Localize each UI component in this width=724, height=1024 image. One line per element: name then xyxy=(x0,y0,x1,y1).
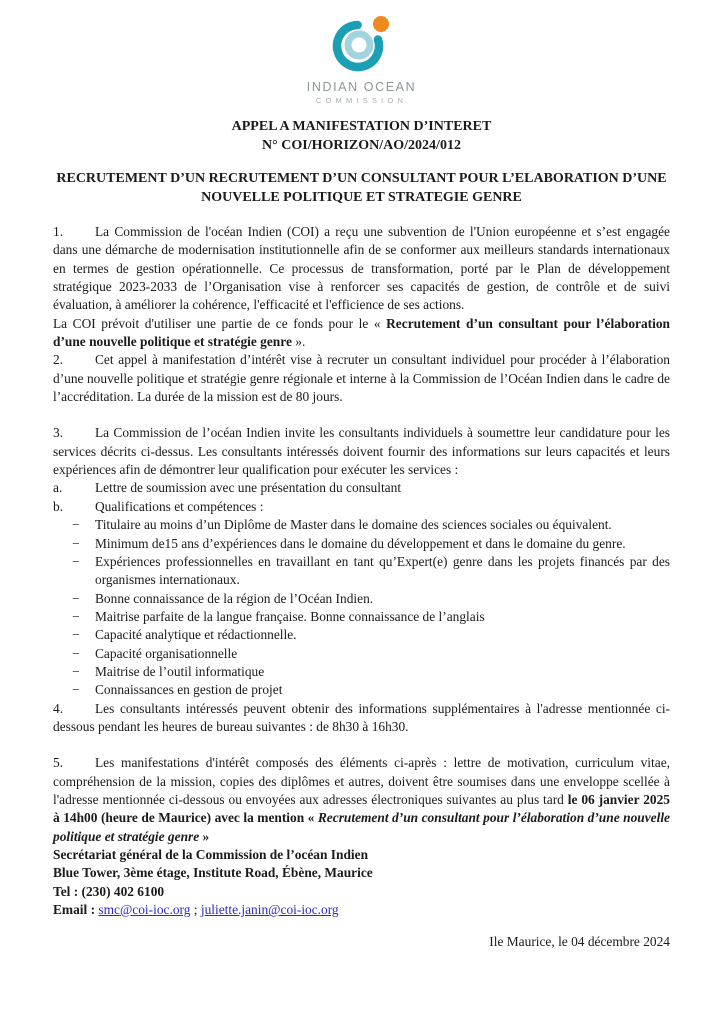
document-reference: N° COI/HORIZON/AO/2024/012 xyxy=(262,138,461,153)
paragraph-4-text xyxy=(53,701,670,734)
bullet-item xyxy=(53,663,670,681)
paragraph-5-number: 5. xyxy=(53,755,64,771)
organization-logo xyxy=(53,14,670,105)
bullet-item xyxy=(53,681,670,699)
paragraph-2-number: 2. xyxy=(53,352,64,368)
contact-secretariat-line xyxy=(53,846,670,864)
contact-email-line xyxy=(53,901,670,919)
bullet-dash-marker: − xyxy=(72,590,80,606)
list-item-a-text xyxy=(95,480,401,495)
contact-phone-text xyxy=(53,884,164,899)
text-run: La Commission de l'océan Indien (COI) a reçu une subvention de l'Union européenne et s’est engagée dans une démarche de modernisation institutionnelle afin de se conformer aux meilleurs standards internationaux en termes de gestion opérationnelle. Ce processus de transformation, porté par le Plan de développement stratégique 2023-2033 de l’Organisation vise à renforcer ses capacités de gestion, de contrôle et de suivi évaluation, à améliorer la cohérence, l'efficacité et l'efficience de ses actions. xyxy=(53,224,670,313)
bullet-list xyxy=(53,516,670,699)
contact-address-text xyxy=(53,865,373,880)
paragraph-3-number: 3. xyxy=(53,425,64,441)
document-title: APPEL A MANIFESTATION D’INTERET xyxy=(231,119,492,134)
paragraph-2-text xyxy=(53,352,670,404)
list-item-a-marker: a. xyxy=(53,480,63,496)
contact-secretariat-text xyxy=(53,847,368,862)
text-run: le 06 janvier 2025 à 14h00 (heure de Maurice) avec la mention « xyxy=(53,791,670,826)
paragraph-1 xyxy=(53,223,670,315)
paragraph-1-number: 1. xyxy=(53,224,64,239)
subject-line-1: RECRUTEMENT D’UN RECRUTEMENT D’UN CONSULTANT POUR L’ELABORATION D’UNE xyxy=(56,171,667,186)
text-run: Recrutement d’un consultant pour l’élaboration d’une nouvelle politique et stratégie genre xyxy=(53,810,671,844)
bullet-item xyxy=(53,626,670,644)
bullet-text: Capacité organisationnelle xyxy=(95,645,238,661)
contact-address-line xyxy=(53,864,670,882)
bullet-text: Capacité analytique et rédactionnelle. xyxy=(95,627,297,643)
bullet-dash-marker: − xyxy=(72,517,80,533)
paragraph-3-text xyxy=(53,425,670,477)
bullet-item xyxy=(53,535,670,553)
text-run: La COI prévoit d'utiliser une partie de ce fonds pour le « xyxy=(53,315,387,331)
text-run: Cet appel à manifestation d’intérêt vise à recruter un consultant individuel pour procéder à l’élaboration d’une nouvelle politique et stratégie genre régionale et interne à la Commission de l’Océan Indien dans le cadre de l’accréditation. La durée de la mission est de 80 jours. xyxy=(53,352,670,405)
text-run: Tel : (230) 402 6100 xyxy=(53,883,165,899)
paragraph-4 xyxy=(53,700,670,737)
bullet-dash-marker: − xyxy=(72,535,80,551)
bullet-text: Connaissances en gestion de projet xyxy=(95,682,283,698)
bullet-text: Titulaire au moins d’un Diplôme de Master dans le domaine des sciences sociales ou équivalent. xyxy=(95,517,612,533)
list-item-b-marker: b. xyxy=(53,498,64,514)
date-place-line: Ile Maurice, le 04 décembre 2024 xyxy=(489,934,670,950)
bullet-text: Minimum de15 ans d’expériences dans le domaine du développement et dans le domaine du genre. xyxy=(95,535,626,551)
contact-email-text xyxy=(53,902,339,917)
text-run: ; xyxy=(190,902,201,918)
logo-text-indian-ocean: INDIAN OCEAN xyxy=(306,80,417,94)
list-item-a xyxy=(53,479,670,497)
paragraph-2 xyxy=(53,351,670,406)
text-run: Les consultants intéressés peuvent obtenir des informations supplémentaires à l'adresse mentionnée ci-dessous pendant les heures de bureau suivantes : de 8h30 à 16h30. xyxy=(53,700,670,734)
paragraph-4-number: 4. xyxy=(53,700,64,716)
contact-phone-line xyxy=(53,883,670,901)
coi-swirl-icon xyxy=(329,14,395,72)
text-run: Recrutement d’un consultant pour l’élaboration d’une nouvelle politique et stratégie genre xyxy=(53,315,670,350)
text-run: Blue Tower, 3ème étage, Institute Road, Ébène, Maurice xyxy=(53,865,373,881)
text-run: Email : xyxy=(53,902,99,918)
bullet-item xyxy=(53,608,670,626)
paragraph-5-text xyxy=(53,755,670,843)
document-title-block xyxy=(53,117,670,155)
paragraph-3 xyxy=(53,424,670,479)
paragraph-1b xyxy=(53,315,670,352)
bullet-dash-marker: − xyxy=(72,627,80,643)
bullet-item xyxy=(53,645,670,663)
bullet-text: Maitrise de l’outil informatique xyxy=(95,663,265,679)
paragraph-1b-text xyxy=(53,316,670,349)
text-run: Les manifestations d'intérêt composés des éléments ci-après : lettre de motivation, curriculum vitae, compréhension de la mission, copies des diplômes et autres, doivent être soumises dans une enveloppe scellée à l'adresse mentionnée ci-dessous ou envoyées aux adresses électroniques suivantes au plus tard xyxy=(53,755,670,807)
bullet-dash-marker: − xyxy=(72,682,80,698)
bullet-dash-marker: − xyxy=(72,553,80,569)
bullet-item xyxy=(53,553,670,590)
subject-line-2: NOUVELLE POLITIQUE ET STRATEGIE GENRE xyxy=(201,190,522,205)
blank-line xyxy=(53,406,670,424)
list-item-b xyxy=(53,498,670,516)
text-run: Secrétariat général de la Commission de l’océan Indien xyxy=(53,847,369,862)
bullet-text: Expériences professionnelles en travaillant en tant qu’Expert(e) genre dans les projets financés par des organismes internationaux. xyxy=(95,553,670,588)
logo-text-commission: COMMISSION xyxy=(315,96,408,105)
text-run: La Commission de l’océan Indien invite les consultants individuels à soumettre leur candidature pour les services décrits ci-dessus. Les consultants intéressés doivent fournir des informations sur leurs capacités et leurs expériences afin de démontrer leur qualification pour exécuter les services : xyxy=(53,425,670,478)
paragraph-1-text xyxy=(53,224,670,312)
text-run: ». xyxy=(291,334,306,350)
bullet-text: Bonne connaissance de la région de l’Océan Indien. xyxy=(95,590,374,606)
bullet-dash-marker: − xyxy=(72,608,80,624)
email-link[interactable]: juliette.janin@coi-ioc.org xyxy=(200,902,339,918)
text-run: Qualifications et compétences : xyxy=(95,498,264,514)
bullet-dash-marker: − xyxy=(72,645,80,661)
blank-line xyxy=(53,736,670,754)
list-item-b-text xyxy=(95,499,263,514)
document-subject xyxy=(53,169,670,207)
bullet-dash-marker: − xyxy=(72,663,80,679)
paragraph-5 xyxy=(53,754,670,846)
text-run: Lettre de soumission avec une présentation du consultant xyxy=(95,480,402,496)
bullet-text: Maitrise parfaite de la langue française. Bonne connaissance de l’anglais xyxy=(95,608,485,624)
text-run: » xyxy=(199,828,210,844)
email-link[interactable]: smc@coi-ioc.org xyxy=(98,902,191,918)
bullet-item xyxy=(53,516,670,534)
bullet-item xyxy=(53,590,670,608)
